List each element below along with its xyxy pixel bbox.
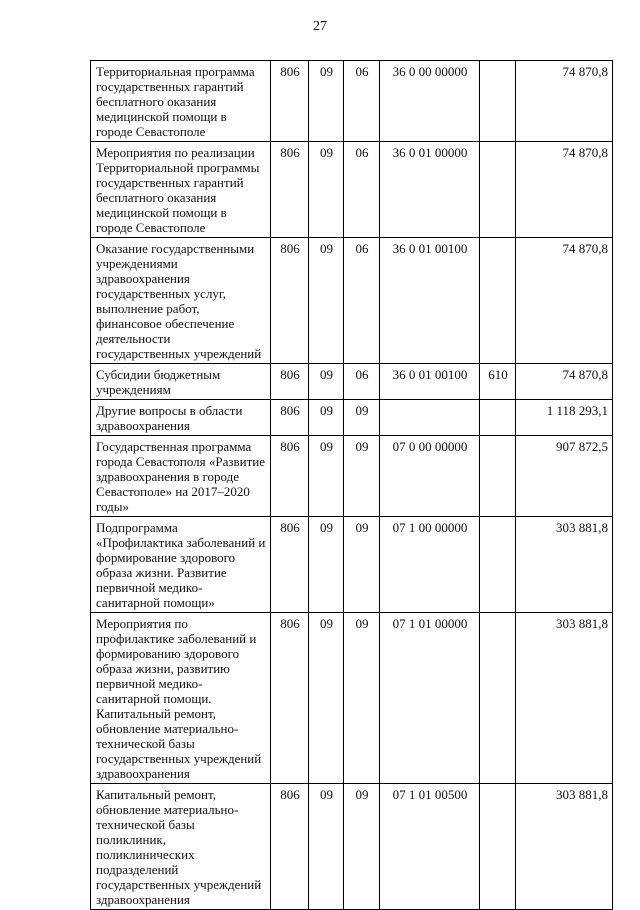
ved-code: 806	[271, 364, 309, 400]
amount: 303 881,8	[516, 613, 613, 784]
row-name: Территориальная программа государственных гарантий бесплатного оказания медицинской помощи в городе Севастополе	[91, 61, 271, 142]
ved-code: 806	[271, 517, 309, 613]
section-code: 09	[309, 400, 344, 436]
section-code: 09	[309, 784, 344, 910]
section-code: 09	[309, 517, 344, 613]
section-code: 09	[309, 238, 344, 364]
budget-table	[90, 60, 613, 910]
target-article-code: 07 1 01 00500	[380, 784, 480, 910]
target-article-code: 07 0 00 00000	[380, 436, 480, 517]
subsection-code: 06	[344, 364, 380, 400]
table-row	[91, 61, 613, 142]
page-number: 27	[313, 19, 327, 34]
target-article-code: 07 1 01 00000	[380, 613, 480, 784]
target-article-code: 07 1 00 00000	[380, 517, 480, 613]
amount: 303 881,8	[516, 784, 613, 910]
expense-type-code	[480, 517, 516, 613]
table-row	[91, 400, 613, 436]
amount: 74 870,8	[516, 238, 613, 364]
expense-type-code	[480, 238, 516, 364]
row-name: Капитальный ремонт, обновление материально-технической базы поликлиник, поликлинических подразделений государственных учреждений здравоохранения	[91, 784, 271, 910]
subsection-code: 09	[344, 400, 380, 436]
amount: 303 881,8	[516, 517, 613, 613]
table-row	[91, 613, 613, 784]
table-row	[91, 238, 613, 364]
amount: 74 870,8	[516, 364, 613, 400]
subsection-code: 09	[344, 613, 380, 784]
ved-code: 806	[271, 400, 309, 436]
ved-code: 806	[271, 613, 309, 784]
section-code: 09	[309, 364, 344, 400]
table-row	[91, 517, 613, 613]
row-name: Государственная программа города Севастополя «Развитие здравоохранения в городе Севастополе» на 2017–2020 годы»	[91, 436, 271, 517]
subsection-code: 06	[344, 238, 380, 364]
subsection-code: 09	[344, 436, 380, 517]
subsection-code: 09	[344, 784, 380, 910]
row-name: Мероприятия по реализации Территориальной программы государственных гарантий бесплатного оказания медицинской помощи в городе Севастополе	[91, 142, 271, 238]
ved-code: 806	[271, 436, 309, 517]
section-code: 09	[309, 613, 344, 784]
expense-type-code	[480, 142, 516, 238]
amount: 74 870,8	[516, 61, 613, 142]
row-name: Мероприятия по профилактике заболеваний и формированию здорового образа жизни, развитию первичной медико-санитарной помощи. Капитальный ремонт, обновление материально-технической базы государственных учреждений здравоохранения	[91, 613, 271, 784]
row-name: Подпрограмма «Профилактика заболеваний и формирование здорового образа жизни. Развитие первичной медико-санитарной помощи»	[91, 517, 271, 613]
expense-type-code	[480, 400, 516, 436]
subsection-code: 06	[344, 61, 380, 142]
subsection-code: 09	[344, 517, 380, 613]
row-name: Субсидии бюджетным учреждениям	[91, 364, 271, 400]
target-article-code	[380, 400, 480, 436]
expense-type-code	[480, 784, 516, 910]
amount: 1 118 293,1	[516, 400, 613, 436]
target-article-code: 36 0 01 00100	[380, 364, 480, 400]
section-code: 09	[309, 142, 344, 238]
expense-type-code	[480, 436, 516, 517]
ved-code: 806	[271, 142, 309, 238]
table-row	[91, 364, 613, 400]
table-row	[91, 436, 613, 517]
section-code: 09	[309, 436, 344, 517]
target-article-code: 36 0 00 00000	[380, 61, 480, 142]
row-name: Другие вопросы в области здравоохранения	[91, 400, 271, 436]
target-article-code: 36 0 01 00000	[380, 142, 480, 238]
expense-type-code	[480, 61, 516, 142]
table-row	[91, 142, 613, 238]
target-article-code: 36 0 01 00100	[380, 238, 480, 364]
ved-code: 806	[271, 784, 309, 910]
expense-type-code: 610	[480, 364, 516, 400]
row-name: Оказание государственными учреждениями здравоохранения государственных услуг, выполнение работ, финансовое обеспечение деятельности государственных учреждений	[91, 238, 271, 364]
amount: 74 870,8	[516, 142, 613, 238]
section-code: 09	[309, 61, 344, 142]
ved-code: 806	[271, 61, 309, 142]
expense-type-code	[480, 613, 516, 784]
ved-code: 806	[271, 238, 309, 364]
subsection-code: 06	[344, 142, 380, 238]
table-row	[91, 784, 613, 910]
amount: 907 872,5	[516, 436, 613, 517]
